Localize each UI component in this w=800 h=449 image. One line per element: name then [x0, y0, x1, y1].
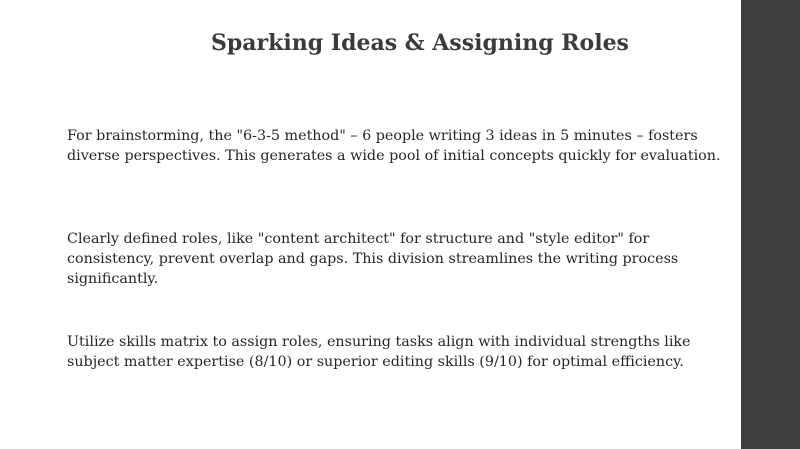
slide-title: Sparking Ideas & Assigning Roles: [211, 30, 629, 56]
right-sidebar-panel: [741, 0, 800, 449]
paragraph-skills-matrix: Utilize skills matrix to assign roles, ensuring tasks align with individual strengths like subject matter expertise (8/10) or superior editing skills (9/10) for optimal efficiency.: [67, 334, 691, 370]
paragraph-defined-roles: Clearly defined roles, like "content architect" for structure and "style editor" for consistency, prevent overlap and gaps. This division streamlines the writing process significantly.: [67, 231, 679, 287]
paragraph-brainstorming: For brainstorming, the "6-3-5 method" – 6 people writing 3 ideas in 5 minutes – fosters diverse perspectives. This generates a wide pool of initial concepts quickly for evaluation.: [67, 128, 721, 164]
